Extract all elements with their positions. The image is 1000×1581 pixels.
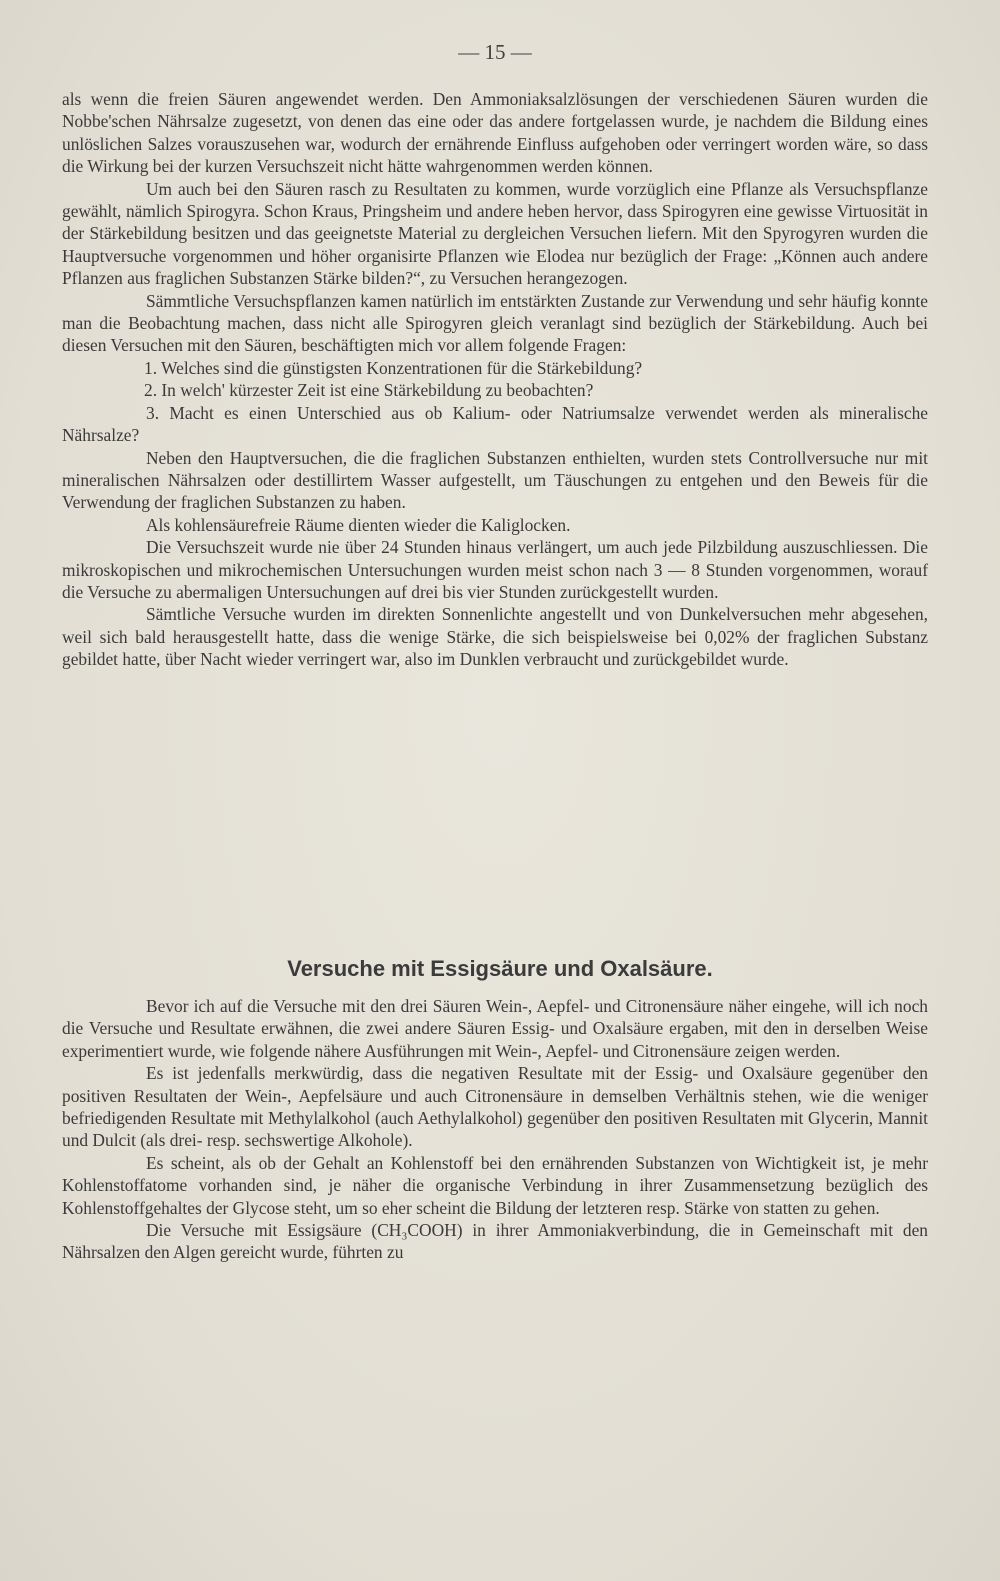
page-number: — 15 — [458, 40, 532, 64]
paragraph: Bevor ich auf die Versuche mit den drei Säuren Wein-, Aepfel- und Citronensäure näher eingehe, will ich noch die Versuche und Resultate erwähnen, die zwei andere Säuren Essig- und Oxalsäure ergaben, mit den in derselben Weise experimentiert wurde, wie folgende nähere Ausführungen mit Wein-, Aepfel- und Citronensäure zeigen werden. [62, 996, 928, 1061]
paragraph: Es ist jedenfalls merkwürdig, dass die negativen Resultate mit der Essig- und Oxalsäure gegenüber den positiven Resultaten der Wein-, Aepfelsäure und auch Citronensäure in demselben Verhältnis stehen, wie die weniger befriedigenden Resultate mit Methylalkohol (auch Aethylalkohol) gegenüber den positiven Resultaten mit Glycerin, Mannit und Dulcit (als drei- resp. sechswertige Alkohole). [62, 1063, 928, 1151]
question-item: 2. In welch' kürzester Zeit ist eine Stärkebildung zu beobachten? [144, 380, 594, 401]
paragraph: Um auch bei den Säuren rasch zu Resultaten zu kommen, wurde vorzüglich eine Pflanze als Versuchspflanze gewählt, nämlich Spirogyra. Schon Kraus, Pringsheim und andere heben hervor, dass Spirogyren eine gewisse Virtuosität in der Stärkebildung besitzen und das geeignetste Material zu dergleichen Versuchen liefern. Mit den Spyrogyren wurden die Hauptversuche vorgenommen und höher organisirte Pflanzen wie Elodea nur bezüglich der Frage: „Können auch andere Pflanzen aus fraglichen Substanzen Stärke bilden?“, zu Versuchen herangezogen. [62, 178, 928, 289]
paragraph: Die Versuche mit Essigsäure (CH₃COOH) in ihrer Ammoniakverbindung, die in Gemeinschaft mit den Nährsalzen den Algen gereicht wurde, führten zu [62, 1220, 928, 1263]
question-item: 3. Macht es einen Unterschied aus ob Kalium- oder Natriumsalze verwendet werden als mineralische Nährsalze? [62, 402, 928, 446]
paragraph: Es scheint, als ob der Gehalt an Kohlenstoff bei den ernährenden Substanzen von Wichtigkeit ist, je mehr Kohlenstoffatome vorhanden sind, je näher die organische Verbindung in ihrer Zusammensetzung bezüglich des Kohlenstoffgehaltes der Glycose steht, um so eher scheint die Bildung der letzteren resp. Stärke von statten zu gehen. [62, 1152, 928, 1218]
paragraph: Die Versuchszeit wurde nie über 24 Stunden hinaus verlängert, um auch jede Pilzbildung auszuschliessen. Die mikroskopischen und mikrochemischen Untersuchungen wurden meist schon nach 3 — 8 Stunden vorgenommen, worauf die Versuche zu abermaligen Untersuchungen auf drei bis vier Stunden zurückgestellt wurden. [62, 537, 928, 602]
question-item: 1. Welches sind die günstigsten Konzentrationen für die Stärkebildung? [144, 357, 643, 378]
paragraph: als wenn die freien Säuren angewendet werden. Den Ammoniaksalzlösungen der verschiedenen Säuren wurden die Nobbe'schen Nährsalze zugesetzt, von denen das eine oder das andere fortgelassen wurde, je nachdem die Bildung eines unlöslichen Salzes vorauszusehen war, wodurch der ernährende Einfluss aufgehoben oder verringert worden wäre, so dass die Wirkung bei der kurzen Versuchszeit nicht hätte wahrgenommen werden können. [62, 89, 928, 177]
paragraph: Neben den Hauptversuchen, die die fraglichen Substanzen enthielten, wurden stets Controllversuche nur mit mineralischen Nährsalzen oder destillirtem Wasser aufgestellt, um Täuschungen zu entgehen und den Beweis für die Verwendung der fraglichen Substanzen zu haben. [62, 447, 928, 513]
section-body [62, 995, 928, 1264]
paragraph: Als kohlensäurefreie Räume dienten wieder die Kaliglocken. [146, 514, 571, 535]
paragraph: Sämtliche Versuche wurden im direkten Sonnenlichte angestellt und von Dunkelversuchen mehr abgesehen, weil sich bald herausgestellt hatte, dass die wenige Stärke, die sich beispielsweise bei 0,02% der fraglichen Substanz gebildet hatte, über Nacht wieder verringert war, also im Dunklen verbraucht und zurückgebildet wurde. [62, 604, 928, 670]
paragraph: Sämmtliche Versuchspflanzen kamen natürlich im entstärkten Zustande zur Verwendung und sehr häufig konnte man die Beobachtung machen, dass nicht alle Spirogyren gleich veranlagt sind bezüglich der Stärkebildung. Auch bei diesen Versuchen mit den Säuren, beschäftigten mich vor allem folgende Fragen: [62, 290, 928, 356]
section-heading: Versuche mit Essigsäure und Oxalsäure. [287, 956, 713, 981]
section-body-continued [62, 88, 928, 671]
